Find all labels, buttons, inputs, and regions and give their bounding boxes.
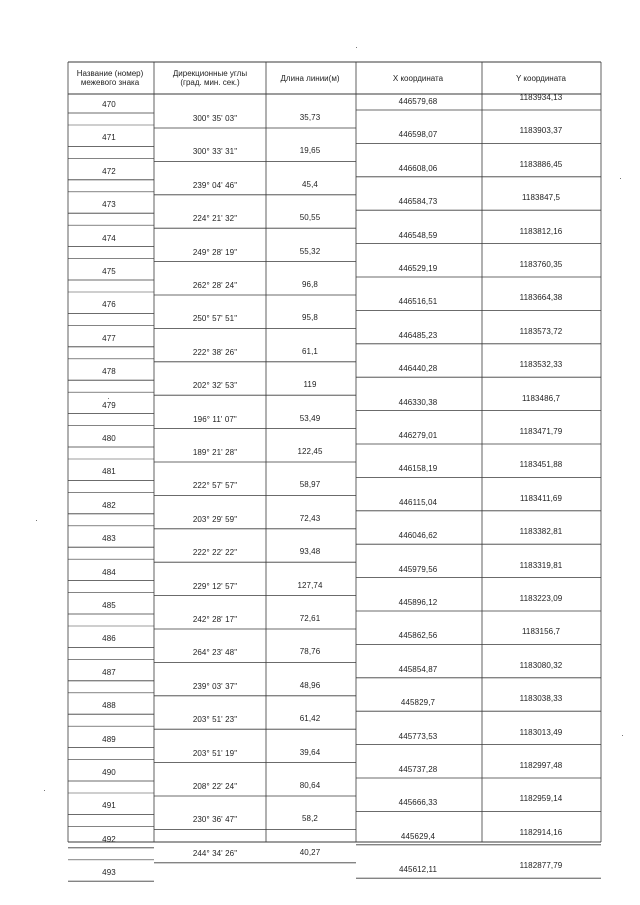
y-coordinate-cell: 1183847,5 xyxy=(521,193,561,203)
line-length-cell: 96,8 xyxy=(302,280,318,289)
x-coordinate-cell: 445737,28 xyxy=(398,765,438,774)
y-coordinate-cell: 1182914,16 xyxy=(519,827,563,837)
direction-angle-cell: 196° 11' 07" xyxy=(193,414,237,424)
header-angle xyxy=(154,64,266,92)
point-name-cell: 473 xyxy=(102,200,116,210)
header-length: Длина линии(м) xyxy=(280,73,340,83)
y-coordinate-cell: 1183886,45 xyxy=(519,159,563,169)
line-length-cell: 61,1 xyxy=(302,346,318,356)
point-name-cell: 478 xyxy=(102,367,116,377)
line-length-cell: 80,64 xyxy=(299,781,321,790)
line-length-cell: 35,73 xyxy=(299,113,321,122)
x-coordinate-cell: 446608,06 xyxy=(398,163,438,173)
line-length-cell: 95,8 xyxy=(302,313,318,323)
x-coordinate-cell: 446485,23 xyxy=(398,330,438,340)
line-length-cell: 40,27 xyxy=(299,847,321,857)
point-name-cell: 491 xyxy=(102,801,116,811)
direction-angle-cell: 242° 28' 17" xyxy=(192,615,238,624)
scan-speck xyxy=(622,735,623,736)
x-coordinate-cell: 445629,4 xyxy=(400,831,436,841)
point-name-cell: 486 xyxy=(102,634,116,644)
y-coordinate-cell: 1182997,48 xyxy=(519,761,563,770)
point-name-cell: 485 xyxy=(102,601,116,610)
point-name-cell: 487 xyxy=(102,667,116,677)
direction-angle-cell: 239° 04' 46" xyxy=(192,180,238,190)
point-name-cell: 484 xyxy=(102,567,116,577)
y-coordinate-cell: 1183080,32 xyxy=(519,660,563,670)
y-coordinate-cell: 1183411,69 xyxy=(519,493,563,503)
direction-angle-cell: 229° 12' 57" xyxy=(192,581,238,591)
x-coordinate-cell: 445773,53 xyxy=(398,731,438,741)
point-name-cell: 480 xyxy=(102,434,116,443)
point-name-cell: 489 xyxy=(102,734,116,744)
header-angle-line2: (град. мин. сек.) xyxy=(180,78,240,87)
line-length-cell: 122,45 xyxy=(297,447,323,456)
line-length-cell: 72,43 xyxy=(299,513,321,523)
x-coordinate-cell: 446548,59 xyxy=(398,230,438,240)
line-length-cell: 127,74 xyxy=(297,580,323,590)
direction-angle-cell: 189° 21' 28" xyxy=(192,448,238,457)
x-coordinate-cell: 445979,56 xyxy=(398,564,438,574)
x-coordinate-cell: 446598,07 xyxy=(398,130,438,140)
y-coordinate-cell: 1183451,88 xyxy=(519,460,563,470)
line-length-cell: 50,55 xyxy=(299,213,321,223)
x-coordinate-cell: 446579,68 xyxy=(398,97,438,106)
direction-angle-cell: 230° 36' 47" xyxy=(192,815,238,825)
header-name-line2: межевого знака xyxy=(80,78,140,87)
y-coordinate-cell: 1183934,13 xyxy=(519,93,563,102)
direction-angle-cell: 222° 38' 26" xyxy=(192,347,238,357)
point-name-cell: 477 xyxy=(102,333,116,343)
direction-angle-cell: 244° 34' 26" xyxy=(192,848,238,858)
direction-angle-cell: 203° 51' 19" xyxy=(192,748,238,758)
point-name-cell: 490 xyxy=(102,768,116,777)
header-x: X координата xyxy=(392,73,444,83)
y-coordinate-cell: 1183156,7 xyxy=(521,627,561,637)
line-length-cell: 72,61 xyxy=(299,614,321,623)
x-coordinate-cell: 446330,38 xyxy=(398,397,438,407)
line-length-cell: 45,4 xyxy=(302,179,318,189)
x-coordinate-cell: 446584,73 xyxy=(398,197,438,207)
header-name xyxy=(68,64,152,92)
line-length-cell: 55,32 xyxy=(299,246,321,256)
x-coordinate-cell: 446115,04 xyxy=(398,497,438,507)
x-coordinate-cell: 445862,56 xyxy=(398,631,438,641)
y-coordinate-cell: 1183319,81 xyxy=(519,560,563,570)
x-coordinate-cell: 446516,51 xyxy=(398,297,438,307)
y-coordinate-cell: 1183903,37 xyxy=(519,126,563,136)
y-coordinate-cell: 1183760,35 xyxy=(519,260,563,269)
x-coordinate-cell: 445612,11 xyxy=(398,865,438,875)
point-name-cell: 476 xyxy=(102,300,116,310)
x-coordinate-cell: 445854,87 xyxy=(398,664,438,674)
line-length-cell: 61,42 xyxy=(299,714,321,724)
point-name-cell: 481 xyxy=(102,467,116,477)
x-coordinate-cell: 445666,33 xyxy=(398,798,438,808)
direction-angle-cell: 249° 28' 19" xyxy=(192,247,238,257)
x-coordinate-cell: 446279,01 xyxy=(398,431,438,440)
direction-angle-cell: 203° 29' 59" xyxy=(192,514,238,524)
direction-angle-cell: 300° 35' 03" xyxy=(192,114,238,123)
direction-angle-cell: 203° 51' 23" xyxy=(192,715,238,725)
scan-speck xyxy=(36,520,37,521)
x-coordinate-cell: 446046,62 xyxy=(398,531,438,541)
line-length-cell: 58,2 xyxy=(302,814,318,824)
line-length-cell: 78,76 xyxy=(299,647,321,657)
point-name-cell: 475 xyxy=(102,267,116,276)
direction-angle-cell: 300° 33' 31" xyxy=(192,147,238,157)
point-name-cell: 482 xyxy=(102,500,116,510)
direction-angle-cell: 202° 32' 53" xyxy=(192,381,238,391)
x-coordinate-cell: 446529,19 xyxy=(398,264,438,273)
y-coordinate-cell: 1183382,81 xyxy=(519,527,563,537)
scan-speck xyxy=(44,790,45,791)
y-coordinate-cell: 1183038,33 xyxy=(519,694,563,704)
header-angle-line1: Дирекционные углы xyxy=(172,69,248,78)
x-coordinate-cell: 445896,12 xyxy=(398,598,438,607)
x-coordinate-cell: 446440,28 xyxy=(398,364,438,374)
header-y: Y координата xyxy=(515,73,567,83)
direction-angle-cell: 222° 57' 57" xyxy=(192,481,238,491)
point-name-cell: 474 xyxy=(102,233,116,243)
direction-angle-cell: 239° 03' 37" xyxy=(192,681,238,691)
line-length-cell: 119 xyxy=(303,380,317,390)
y-coordinate-cell: 1183223,09 xyxy=(519,594,563,603)
direction-angle-cell: 262° 28' 24" xyxy=(192,281,238,290)
y-coordinate-cell: 1182877,79 xyxy=(519,861,563,871)
point-name-cell: 493 xyxy=(102,868,116,878)
point-name-cell: 471 xyxy=(102,133,116,143)
direction-angle-cell: 264° 23' 48" xyxy=(192,648,238,658)
y-coordinate-cell: 1183532,33 xyxy=(519,360,563,370)
scan-speck xyxy=(108,398,109,399)
point-name-cell: 488 xyxy=(102,701,116,711)
line-length-cell: 39,64 xyxy=(299,747,321,757)
direction-angle-cell: 222° 22' 22" xyxy=(192,548,238,558)
line-length-cell: 93,48 xyxy=(299,547,321,557)
point-name-cell: 483 xyxy=(102,534,116,544)
line-length-cell: 48,96 xyxy=(299,680,321,690)
direction-angle-cell: 208° 22' 24" xyxy=(192,782,238,791)
y-coordinate-cell: 1183486,7 xyxy=(521,393,561,403)
line-length-cell: 58,97 xyxy=(299,480,321,490)
scan-speck xyxy=(620,178,621,179)
x-coordinate-cell: 446158,19 xyxy=(398,464,438,474)
line-length-cell: 19,65 xyxy=(299,146,321,156)
point-name-cell: 472 xyxy=(102,166,116,176)
y-coordinate-cell: 1183664,38 xyxy=(519,293,563,303)
y-coordinate-cell: 1183013,49 xyxy=(519,727,563,737)
scan-speck xyxy=(356,47,357,48)
point-name-cell: 470 xyxy=(102,100,116,109)
direction-angle-cell: 224° 21' 32" xyxy=(192,214,238,224)
y-coordinate-cell: 1183812,16 xyxy=(519,226,563,236)
point-name-cell: 492 xyxy=(102,834,116,844)
line-length-cell: 53,49 xyxy=(299,413,321,423)
point-name-cell: 479 xyxy=(102,400,116,410)
direction-angle-cell: 250° 57' 51" xyxy=(192,314,238,324)
x-coordinate-cell: 445829,7 xyxy=(400,698,436,708)
y-coordinate-cell: 1182959,14 xyxy=(519,794,563,804)
y-coordinate-cell: 1183573,72 xyxy=(519,326,563,336)
header-name-line1: Название (номер) xyxy=(76,69,144,78)
y-coordinate-cell: 1183471,79 xyxy=(519,427,563,436)
